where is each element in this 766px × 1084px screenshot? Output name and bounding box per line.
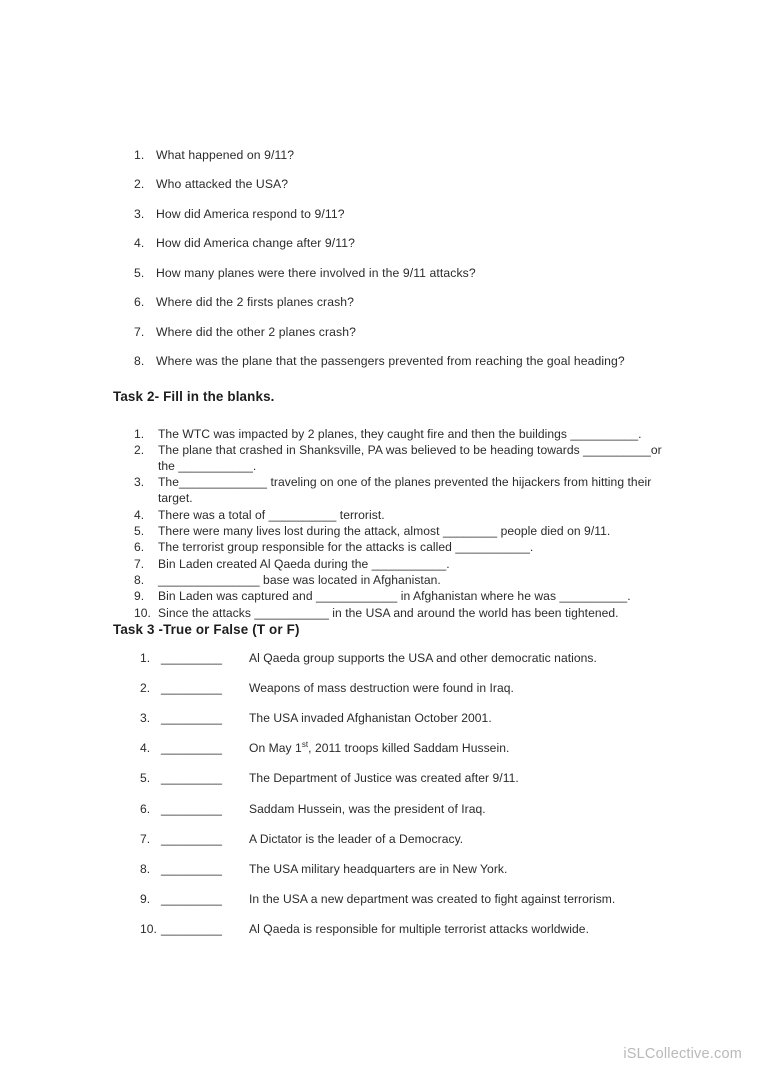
fill-in-blank-row [134, 427, 674, 443]
true-false-number: 5. [140, 771, 151, 786]
fill-in-blank-row [134, 557, 674, 573]
true-false-row [140, 892, 680, 907]
true-false-number: 4. [140, 741, 151, 756]
fill-in-blank-number: 9. [134, 589, 145, 604]
true-false-row [140, 922, 680, 937]
fill-in-blank-row [134, 606, 674, 622]
fill-in-blank-number: 2. [134, 443, 145, 458]
true-false-statement: The Department of Justice was created after 9/11. [249, 771, 519, 786]
question-text: What happened on 9/11? [156, 148, 295, 162]
true-false-row [140, 651, 680, 666]
statement-text-pre: On May 1 [249, 741, 302, 756]
answer-blank[interactable]: _________ [161, 711, 222, 726]
question-row [134, 325, 674, 340]
question-row [134, 236, 674, 251]
true-false-row [140, 711, 680, 726]
ordinal-superscript: st [301, 740, 309, 750]
fill-in-blank-number: 5. [134, 523, 145, 538]
true-false-number: 9. [140, 891, 151, 906]
true-false-statement: Al Qaeda is responsible for multiple terrorist attacks worldwide. [249, 921, 589, 936]
true-false-statement [249, 741, 680, 756]
true-false-row [140, 681, 680, 696]
fill-in-blank-text[interactable]: Bin Laden was captured and ____________ in Afghanistan where he was __________. [158, 589, 631, 604]
question-row [134, 177, 674, 192]
fill-in-blank-row [134, 540, 674, 556]
fill-in-blank-number: 7. [134, 556, 145, 571]
true-false-statement: Al Qaeda group supports the USA and other democratic nations. [249, 651, 597, 665]
true-false-statement: A Dictator is the leader of a Democracy. [249, 831, 464, 846]
question-text: How did America respond to 9/11? [156, 206, 345, 221]
true-false-statement: Saddam Hussein, was the president of Iraq. [249, 801, 486, 816]
question-row [134, 266, 674, 281]
answer-blank[interactable]: _________ [161, 801, 222, 816]
answer-blank[interactable]: _________ [161, 891, 222, 906]
fill-in-blank-text[interactable]: _______________ base was located in Afghanistan. [158, 572, 441, 587]
task1-question-list [134, 148, 674, 384]
question-row [134, 148, 674, 163]
fill-in-blank-number: 4. [134, 507, 145, 522]
fill-in-blank-row [134, 524, 674, 540]
true-false-statement: In the USA a new department was created to fight against terrorism. [249, 891, 616, 906]
question-number: 4. [134, 236, 145, 251]
true-false-statement: The USA military headquarters are in New York. [249, 861, 508, 876]
answer-blank[interactable]: _________ [161, 921, 222, 936]
statement-text-post: , 2011 troops killed Saddam Hussein. [308, 741, 510, 756]
question-text: Where did the 2 firsts planes crash? [156, 295, 355, 310]
answer-blank[interactable]: _________ [161, 861, 222, 876]
question-number: 3. [134, 206, 145, 221]
true-false-number: 2. [140, 681, 151, 696]
true-false-number: 8. [140, 861, 151, 876]
fill-in-blank-number: 8. [134, 572, 145, 587]
true-false-statement: Weapons of mass destruction were found in Iraq. [249, 681, 514, 696]
fill-in-blank-row [134, 508, 674, 524]
question-text: Where was the plane that the passengers prevented from reaching the goal heading? [156, 354, 625, 369]
task3-heading: Task 3 -True or False (T or F) [113, 622, 300, 637]
answer-blank[interactable]: _________ [161, 681, 222, 696]
fill-in-blank-text[interactable]: There were many lives lost during the attack, almost ________ people died on 9/11. [158, 523, 611, 538]
question-row [134, 354, 674, 369]
answer-blank[interactable]: _________ [161, 651, 222, 665]
fill-in-blank-number: 3. [134, 475, 145, 490]
true-false-number: 7. [140, 831, 151, 846]
question-number: 6. [134, 295, 145, 310]
fill-in-blank-row [134, 443, 674, 475]
fill-in-blank-text[interactable]: The WTC was impacted by 2 planes, they caught fire and then the buildings __________. [158, 427, 642, 441]
fill-in-blank-row [134, 475, 674, 507]
question-row [134, 295, 674, 310]
true-false-row [140, 741, 680, 756]
fill-in-blank-number: 6. [134, 540, 145, 555]
true-false-row [140, 771, 680, 786]
question-text: How many planes were there involved in the 9/11 attacks? [156, 265, 476, 280]
true-false-row [140, 862, 680, 877]
true-false-number: 3. [140, 711, 151, 726]
fill-in-blank-text[interactable]: The terrorist group responsible for the attacks is called ___________. [158, 540, 534, 555]
fill-in-blank-text[interactable]: The_____________ traveling on one of the planes prevented the hijackers from hitting their target. [158, 475, 652, 506]
true-false-number: 10. [140, 921, 157, 936]
task2-fill-list [134, 427, 674, 622]
fill-in-blank-row [134, 573, 674, 589]
question-number: 2. [134, 177, 145, 192]
answer-blank[interactable]: _________ [161, 771, 222, 786]
task3-truefalse-list [140, 651, 680, 952]
true-false-statement: The USA invaded Afghanistan October 2001. [249, 711, 492, 726]
answer-blank[interactable]: _________ [161, 831, 222, 846]
fill-in-blank-text[interactable]: Since the attacks ___________ in the USA and around the world has been tightened. [158, 605, 619, 620]
question-number: 7. [134, 324, 145, 339]
fill-in-blank-row [134, 589, 674, 605]
true-false-number: 6. [140, 801, 151, 816]
task2-heading: Task 2- Fill in the blanks. [113, 389, 275, 404]
question-row [134, 207, 674, 222]
true-false-row [140, 802, 680, 817]
fill-in-blank-number: 1. [134, 427, 145, 441]
true-false-number: 1. [140, 651, 151, 665]
question-text: How did America change after 9/11? [156, 236, 355, 251]
question-number: 1. [134, 148, 145, 162]
question-text: Who attacked the USA? [156, 177, 289, 192]
fill-in-blank-text[interactable]: Bin Laden created Al Qaeda during the ___________. [158, 556, 450, 571]
fill-in-blank-text[interactable]: The plane that crashed in Shanksville, PA was believed to be heading towards __________or the ___________. [158, 443, 662, 474]
true-false-row [140, 832, 680, 847]
question-number: 5. [134, 265, 145, 280]
question-number: 8. [134, 354, 145, 369]
fill-in-blank-number: 10. [134, 605, 151, 620]
fill-in-blank-text[interactable]: There was a total of __________ terrorist. [158, 507, 385, 522]
answer-blank[interactable]: _________ [161, 741, 222, 756]
site-watermark: iSLCollective.com [623, 1046, 742, 1062]
question-text: Where did the other 2 planes crash? [156, 324, 356, 339]
